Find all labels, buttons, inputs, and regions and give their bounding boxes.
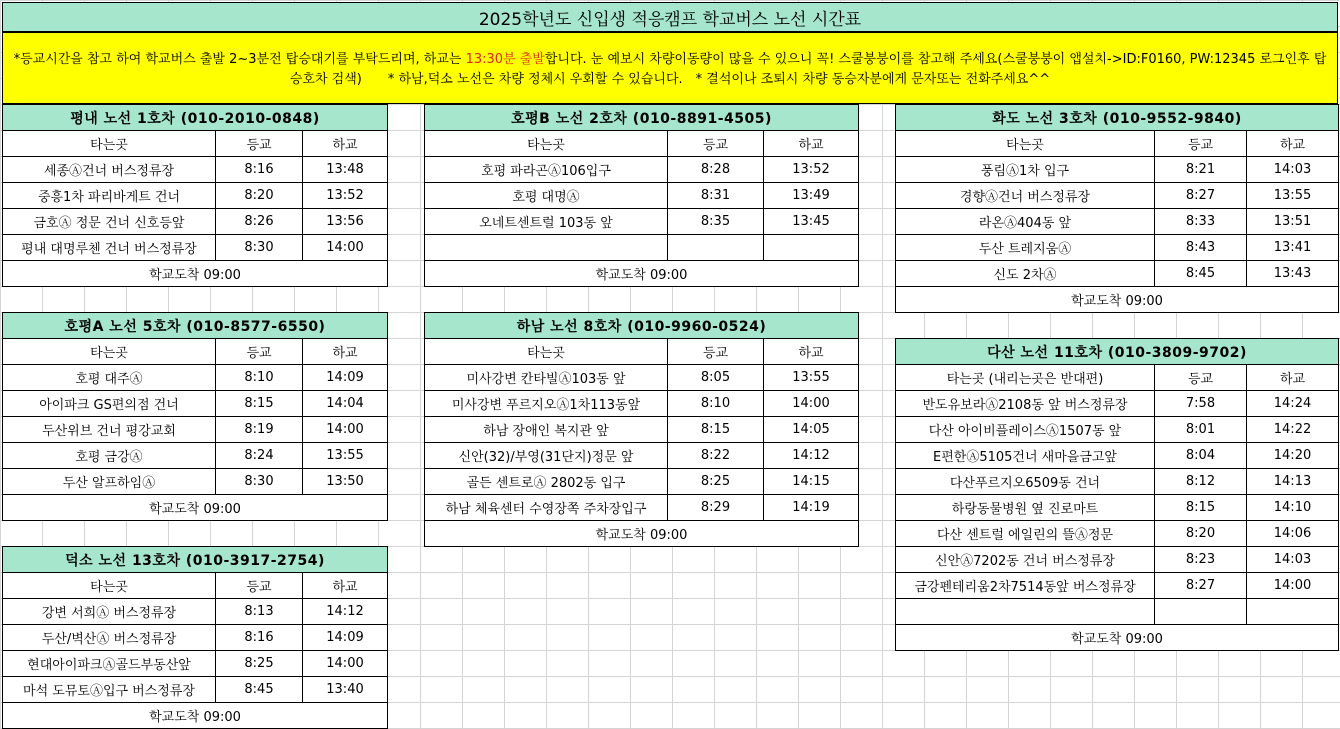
table-row	[3, 183, 388, 209]
stop-cell: 다산 아이비플레이스Ⓐ1507동 앞	[896, 417, 1155, 443]
stop-cell: 현대아이파크Ⓐ골드부동산앞	[3, 651, 216, 677]
col-stop-header: 타는곳 (내리는곳은 반대편)	[896, 365, 1155, 391]
col-arrive-header: 등교	[668, 131, 764, 157]
arrive-time-cell: 8:30	[216, 469, 303, 495]
arrive-time-cell: 8:25	[216, 651, 303, 677]
arrival-time: 학교도착 09:00	[896, 287, 1339, 313]
table-row	[896, 183, 1339, 209]
col-depart-header: 하교	[303, 573, 388, 599]
arrive-time-cell: 8:16	[216, 157, 303, 183]
column-header-row	[425, 339, 859, 365]
table-row	[896, 547, 1339, 573]
table-row	[896, 209, 1339, 235]
arrive-time-cell: 8:19	[216, 417, 303, 443]
stop-cell: 신안(32)/부영(31단지)정문 앞	[425, 443, 668, 469]
route-header-row	[3, 313, 388, 339]
table-row	[896, 573, 1339, 599]
stop-cell: 두산/벽산Ⓐ 버스정류장	[3, 625, 216, 651]
col-depart-header: 하교	[303, 339, 388, 365]
arrive-time-cell: 8:33	[1155, 209, 1247, 235]
stop-cell: 중흥1차 파리바게트 건너	[3, 183, 216, 209]
table-row	[3, 625, 388, 651]
table-row	[896, 417, 1339, 443]
stop-cell: 하랑동물병원 옆 진로마트	[896, 495, 1155, 521]
col-stop-header: 타는곳	[3, 573, 216, 599]
route-header-row	[425, 105, 859, 131]
stop-cell: 하남 장애인 복지관 앞	[425, 417, 668, 443]
arrive-time-cell: 8:21	[1155, 157, 1247, 183]
table-row	[425, 157, 859, 183]
arrival-row	[3, 261, 388, 287]
arrive-time-cell: 8:10	[216, 365, 303, 391]
table-row	[3, 443, 388, 469]
arrive-time-cell: 8:30	[216, 235, 303, 261]
column-header-row	[3, 339, 388, 365]
route-name: 호평A 노선 5호차 (010-8577-6550)	[3, 313, 388, 339]
arrival-time: 학교도착 09:00	[3, 261, 388, 287]
depart-time-cell: 14:22	[1247, 417, 1339, 443]
stop-cell: 아이파크 GS편의점 건너	[3, 391, 216, 417]
arrival-time: 학교도착 09:00	[425, 521, 859, 547]
depart-time-cell: 13:52	[303, 183, 388, 209]
stop-cell: 미사강변 칸타빌Ⓐ103동 앞	[425, 365, 668, 391]
depart-time-cell: 14:12	[764, 443, 859, 469]
table-row	[896, 235, 1339, 261]
route-table-r8	[424, 312, 858, 547]
table-row	[3, 651, 388, 677]
arrive-time-cell: 8:25	[668, 469, 764, 495]
table-row	[3, 469, 388, 495]
table-row	[3, 677, 388, 703]
col-stop-header: 타는곳	[3, 339, 216, 365]
depart-time-cell: 14:12	[303, 599, 388, 625]
route-table-r1	[2, 104, 387, 287]
table-row	[896, 391, 1339, 417]
schedule-table	[2, 312, 388, 521]
col-arrive-header: 등교	[216, 131, 303, 157]
col-arrive-header: 등교	[1155, 131, 1247, 157]
notice-highlight: 13:30분 출발	[465, 52, 545, 67]
depart-time-cell: 14:03	[1247, 157, 1339, 183]
route-header-row	[896, 105, 1339, 131]
arrive-time-cell: 8:20	[216, 183, 303, 209]
arrive-time-cell: 8:35	[668, 209, 764, 235]
route-table-r5	[2, 312, 387, 521]
col-stop-header: 타는곳	[425, 131, 668, 157]
schedule-table	[424, 104, 859, 287]
table-row	[896, 157, 1339, 183]
arrive-time-cell: 8:22	[668, 443, 764, 469]
notice-banner	[2, 32, 1338, 104]
table-row	[3, 599, 388, 625]
route-table-r3	[895, 104, 1338, 313]
page-title: 2025학년도 신입생 적응캠프 학교버스 노선 시간표	[2, 2, 1338, 32]
depart-time-cell: 13:48	[303, 157, 388, 183]
col-stop-header: 타는곳	[425, 339, 668, 365]
stop-cell: 평내 대명루첸 건너 버스정류장	[3, 235, 216, 261]
depart-time-cell: 13:55	[1247, 183, 1339, 209]
column-header-row	[3, 131, 388, 157]
stop-cell	[896, 599, 1155, 625]
stop-cell: 세종Ⓐ건너 버스정류장	[3, 157, 216, 183]
table-row	[896, 261, 1339, 287]
depart-time-cell: 13:41	[1247, 235, 1339, 261]
route-table-r13	[2, 546, 387, 729]
table-row	[896, 469, 1339, 495]
table-row	[3, 365, 388, 391]
route-name: 덕소 노선 13호차 (010-3917-2754)	[3, 547, 388, 573]
arrive-time-cell: 8:27	[1155, 573, 1247, 599]
arrive-time-cell	[1155, 599, 1247, 625]
table-row	[896, 521, 1339, 547]
arrive-time-cell: 8:23	[1155, 547, 1247, 573]
arrive-time-cell: 8:15	[216, 391, 303, 417]
route-header-row	[3, 105, 388, 131]
route-table-r11	[895, 338, 1338, 651]
depart-time-cell	[764, 235, 859, 261]
route-header-row	[3, 547, 388, 573]
stop-cell: E편한Ⓐ5105건너 새마을금고앞	[896, 443, 1155, 469]
depart-time-cell: 13:40	[303, 677, 388, 703]
table-row	[425, 495, 859, 521]
stop-cell: 골든 센트로Ⓐ 2802동 입구	[425, 469, 668, 495]
schedule-table	[424, 312, 859, 547]
depart-time-cell: 14:10	[1247, 495, 1339, 521]
arrive-time-cell: 8:27	[1155, 183, 1247, 209]
column-header-row	[896, 131, 1339, 157]
depart-time-cell: 14:00	[303, 235, 388, 261]
route-table-r2	[424, 104, 858, 287]
table-row	[896, 443, 1339, 469]
depart-time-cell	[1247, 599, 1339, 625]
col-stop-header: 타는곳	[3, 131, 216, 157]
arrival-row	[425, 261, 859, 287]
stop-cell: 호평 파라곤Ⓐ106입구	[425, 157, 668, 183]
depart-time-cell: 14:00	[303, 651, 388, 677]
route-name: 다산 노선 11호차 (010-3809-9702)	[896, 339, 1339, 365]
schedule-table	[2, 546, 388, 729]
arrival-time: 학교도착 09:00	[3, 703, 388, 729]
table-row	[425, 417, 859, 443]
arrive-time-cell: 8:20	[1155, 521, 1247, 547]
arrive-time-cell: 7:58	[1155, 391, 1247, 417]
col-arrive-header: 등교	[216, 573, 303, 599]
table-row	[3, 417, 388, 443]
arrival-time: 학교도착 09:00	[896, 625, 1339, 651]
depart-time-cell: 14:06	[1247, 521, 1339, 547]
stop-cell: 신도 2차Ⓐ	[896, 261, 1155, 287]
col-depart-header: 하교	[1247, 365, 1339, 391]
depart-time-cell: 13:56	[303, 209, 388, 235]
stop-cell: 라온Ⓐ404동 앞	[896, 209, 1155, 235]
column-header-row	[425, 131, 859, 157]
depart-time-cell: 14:13	[1247, 469, 1339, 495]
depart-time-cell: 13:45	[764, 209, 859, 235]
notice-text-1: *등교시간을 참고 하여 학교버스 출발 2~3분전 탑승대기를 부탁드리며, 하교는	[13, 52, 466, 67]
route-header-row	[425, 313, 859, 339]
route-name: 평내 노선 1호차 (010-2010-0848)	[3, 105, 388, 131]
stop-cell: 신안Ⓐ7202동 건너 버스정류장	[896, 547, 1155, 573]
table-row	[3, 209, 388, 235]
notice-text-2: 합니다. 눈 예보시 차량이동량이 많을 수 있으니 꼭! 스쿨붕붕이를 참고해 주세요(스쿨붕붕이 앱설치->ID:F0160, PW:12345 로그인후 탑승호차 검색) * 하남,덕소 노선은 차량 정체시 우회할 수 있습니다. * 결석이나 조퇴시 차량 동승자분에게 문자또는 전화주세요^^	[289, 52, 1327, 87]
arrive-time-cell: 8:28	[668, 157, 764, 183]
column-header-row	[3, 573, 388, 599]
table-row	[3, 235, 388, 261]
route-name: 하남 노선 8호차 (010-9960-0524)	[425, 313, 859, 339]
table-row	[425, 183, 859, 209]
arrive-time-cell: 8:45	[1155, 261, 1247, 287]
arrival-row	[3, 495, 388, 521]
arrive-time-cell: 8:29	[668, 495, 764, 521]
depart-time-cell: 13:49	[764, 183, 859, 209]
arrive-time-cell: 8:05	[668, 365, 764, 391]
arrive-time-cell: 8:31	[668, 183, 764, 209]
arrival-row	[3, 703, 388, 729]
arrive-time-cell: 8:16	[216, 625, 303, 651]
arrive-time-cell: 8:45	[216, 677, 303, 703]
stop-cell: 경향Ⓐ건너 버스정류장	[896, 183, 1155, 209]
stop-cell: 두산 트레지움Ⓐ	[896, 235, 1155, 261]
stop-cell: 오네트센트럴 103동 앞	[425, 209, 668, 235]
table-row	[425, 469, 859, 495]
arrive-time-cell: 8:15	[1155, 495, 1247, 521]
arrival-time: 학교도착 09:00	[3, 495, 388, 521]
depart-time-cell: 14:00	[1247, 573, 1339, 599]
arrive-time-cell: 8:24	[216, 443, 303, 469]
depart-time-cell: 13:55	[764, 365, 859, 391]
schedule-table	[2, 104, 388, 287]
stop-cell: 호평 대주Ⓐ	[3, 365, 216, 391]
arrive-time-cell: 8:26	[216, 209, 303, 235]
table-row	[896, 495, 1339, 521]
depart-time-cell: 14:05	[764, 417, 859, 443]
depart-time-cell: 14:03	[1247, 547, 1339, 573]
stop-cell: 미사강변 푸르지오Ⓐ1차113동앞	[425, 391, 668, 417]
col-arrive-header: 등교	[216, 339, 303, 365]
arrival-time: 학교도착 09:00	[425, 261, 859, 287]
depart-time-cell: 13:55	[303, 443, 388, 469]
depart-time-cell: 13:52	[764, 157, 859, 183]
stop-cell: 금호Ⓐ 정문 건너 신호등앞	[3, 209, 216, 235]
stop-cell: 강변 서희Ⓐ 버스정류장	[3, 599, 216, 625]
stop-cell: 풍림Ⓐ1차 입구	[896, 157, 1155, 183]
arrive-time-cell: 8:10	[668, 391, 764, 417]
table-row	[3, 157, 388, 183]
col-depart-header: 하교	[764, 339, 859, 365]
table-row	[425, 443, 859, 469]
arrive-time-cell: 8:15	[668, 417, 764, 443]
depart-time-cell: 14:09	[303, 365, 388, 391]
route-header-row	[896, 339, 1339, 365]
arrive-time-cell: 8:12	[1155, 469, 1247, 495]
arrival-row	[896, 625, 1339, 651]
depart-time-cell: 14:19	[764, 495, 859, 521]
depart-time-cell: 14:15	[764, 469, 859, 495]
stop-cell: 마석 도뮤토Ⓐ입구 버스정류장	[3, 677, 216, 703]
col-depart-header: 하교	[1247, 131, 1339, 157]
col-arrive-header: 등교	[668, 339, 764, 365]
depart-time-cell: 14:00	[303, 417, 388, 443]
table-row	[425, 235, 859, 261]
stop-cell: 두산위브 건너 평강교회	[3, 417, 216, 443]
depart-time-cell: 14:24	[1247, 391, 1339, 417]
stop-cell	[425, 235, 668, 261]
column-header-row	[896, 365, 1339, 391]
stop-cell: 반도유보라Ⓐ2108동 앞 버스정류장	[896, 391, 1155, 417]
depart-time-cell: 13:43	[1247, 261, 1339, 287]
route-name: 화도 노선 3호차 (010-9552-9840)	[896, 105, 1339, 131]
stop-cell: 다산푸르지오6509동 건너	[896, 469, 1155, 495]
table-row	[896, 599, 1339, 625]
table-row	[3, 391, 388, 417]
depart-time-cell: 13:51	[1247, 209, 1339, 235]
depart-time-cell: 14:20	[1247, 443, 1339, 469]
depart-time-cell: 14:04	[303, 391, 388, 417]
col-stop-header: 타는곳	[896, 131, 1155, 157]
col-depart-header: 하교	[303, 131, 388, 157]
table-row	[425, 391, 859, 417]
stop-cell: 금강펜테리움2차7514동앞 버스정류장	[896, 573, 1155, 599]
arrive-time-cell: 8:13	[216, 599, 303, 625]
arrive-time-cell: 8:04	[1155, 443, 1247, 469]
stop-cell: 두산 알프하임Ⓐ	[3, 469, 216, 495]
schedule-table	[895, 338, 1339, 651]
arrive-time-cell: 8:43	[1155, 235, 1247, 261]
arrive-time-cell	[668, 235, 764, 261]
stop-cell: 하남 체육센터 수영장쪽 주차장입구	[425, 495, 668, 521]
col-depart-header: 하교	[764, 131, 859, 157]
col-arrive-header: 등교	[1155, 365, 1247, 391]
depart-time-cell: 14:00	[764, 391, 859, 417]
stop-cell: 다산 센트럴 에일린의 뜰Ⓐ정문	[896, 521, 1155, 547]
arrive-time-cell: 8:01	[1155, 417, 1247, 443]
arrival-row	[425, 521, 859, 547]
depart-time-cell: 14:09	[303, 625, 388, 651]
route-name: 호평B 노선 2호차 (010-8891-4505)	[425, 105, 859, 131]
table-row	[425, 209, 859, 235]
stop-cell: 호평 대명Ⓐ	[425, 183, 668, 209]
table-row	[425, 365, 859, 391]
arrival-row	[896, 287, 1339, 313]
schedule-table	[895, 104, 1339, 313]
stop-cell: 호평 금강Ⓐ	[3, 443, 216, 469]
depart-time-cell: 13:50	[303, 469, 388, 495]
